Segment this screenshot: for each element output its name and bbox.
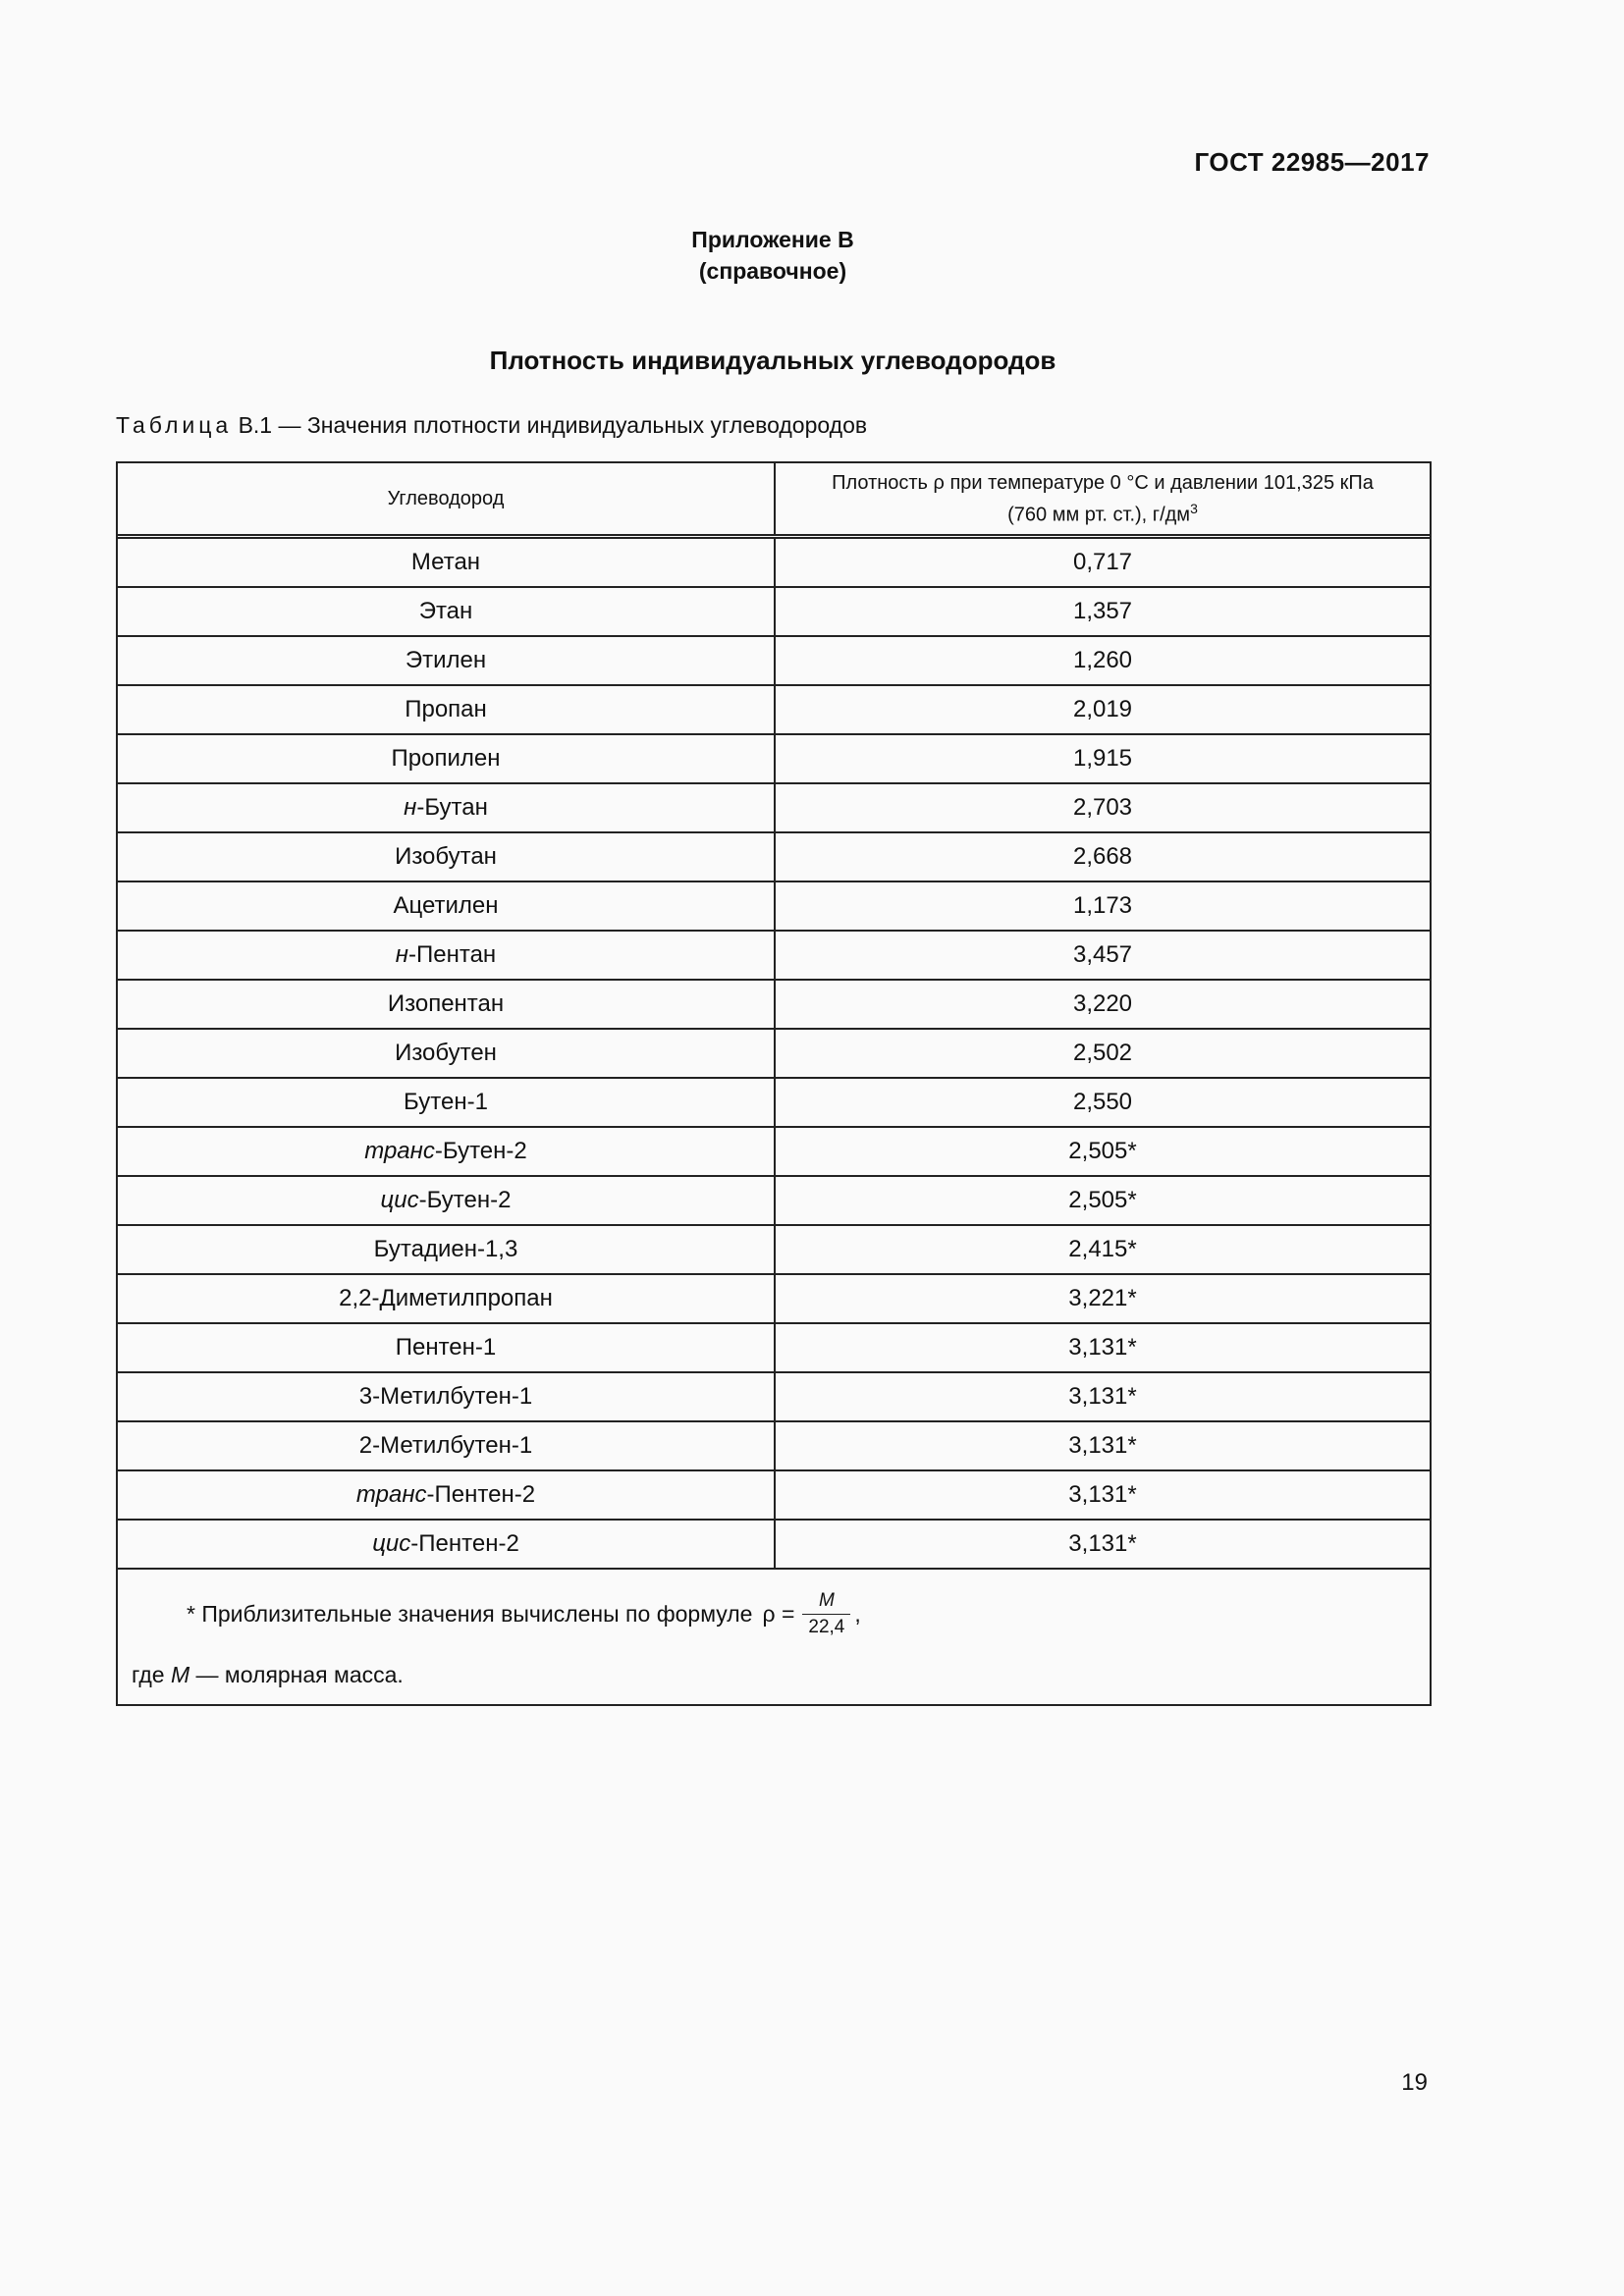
isomer-prefix: транс [355, 1481, 427, 1508]
appendix-title: Приложение В [691, 227, 854, 252]
table-row [118, 784, 1430, 833]
table-header [118, 463, 1430, 539]
document-code: ГОСТ 22985—2017 [1194, 147, 1430, 177]
hydrocarbon-name: Изопентан [387, 990, 505, 1017]
density-cell: 1,260 [1072, 647, 1133, 673]
density-cell: 1,173 [1072, 892, 1133, 919]
hydrocarbon-cell [118, 539, 776, 586]
hydrocarbon-name: Ацетилен [393, 892, 499, 919]
hydrocarbon-name: Пентен-1 [395, 1334, 497, 1361]
hydrocarbon-cell [118, 932, 776, 979]
table-row [118, 1079, 1430, 1128]
hydrocarbon-cell [118, 1177, 776, 1224]
density-cell: 2,505* [1068, 1187, 1137, 1213]
table-row [118, 1471, 1430, 1521]
hydrocarbon-name: -Пентен-2 [426, 1481, 536, 1508]
hydrocarbon-cell [118, 1226, 776, 1273]
density-cell: 3,131* [1068, 1334, 1137, 1361]
header-density-line2: (760 мм рт. ст.), г/дм [1007, 504, 1191, 526]
header-density [776, 463, 1430, 534]
density-cell: 3,457 [1072, 941, 1133, 968]
page-number: 19 [1401, 2069, 1428, 2096]
footnote-text: * Приблизительные значения вычислены по формуле [187, 1600, 753, 1627]
hydrocarbon-name: -Бутен-2 [418, 1187, 512, 1213]
table-caption [116, 412, 867, 439]
hydrocarbon-name: Изобутен [395, 1040, 497, 1066]
density-cell: 2,415* [1068, 1236, 1137, 1262]
hydrocarbon-cell [118, 735, 776, 782]
formula-tail: , [854, 1600, 861, 1627]
header-density-line1: Плотность ρ при температуре 0 °С и давлении 101,325 кПа [832, 471, 1374, 494]
hydrocarbon-name: 3-Метилбутен-1 [358, 1383, 533, 1410]
hydrocarbon-cell [118, 637, 776, 684]
hydrocarbon-cell [118, 1128, 776, 1175]
isomer-prefix: н [404, 794, 417, 821]
hydrocarbon-name: -Бутан [416, 794, 488, 821]
table-row [118, 1324, 1430, 1373]
hydrocarbon-cell [118, 686, 776, 733]
appendix-subtitle: (справочное) [698, 258, 847, 284]
table-row [118, 1177, 1430, 1226]
table-row [118, 637, 1430, 686]
hydrocarbon-name: -Пентен-2 [410, 1530, 519, 1557]
table-row [118, 882, 1430, 932]
table-row [118, 981, 1430, 1030]
hydrocarbon-cell [118, 1030, 776, 1077]
hydrocarbon-cell [118, 588, 776, 635]
appendix-heading [0, 224, 1545, 287]
isomer-prefix: транс [364, 1138, 435, 1164]
hydrocarbon-name: Изобутан [395, 843, 497, 870]
hydrocarbon-cell [118, 1373, 776, 1420]
hydrocarbon-cell [118, 981, 776, 1028]
hydrocarbon-cell [118, 882, 776, 930]
density-cell: 3,131* [1068, 1481, 1137, 1508]
footnote-where [118, 1662, 1430, 1688]
hydrocarbon-name: -Пентан [408, 941, 497, 968]
table-row [118, 932, 1430, 981]
hydrocarbon-cell [118, 1471, 776, 1519]
hydrocarbon-name: -Бутен-2 [434, 1138, 527, 1164]
table-row [118, 1373, 1430, 1422]
density-cell: 1,357 [1072, 598, 1133, 624]
table-row [118, 1226, 1430, 1275]
hydrocarbon-name: Этан [418, 598, 473, 624]
isomer-prefix: цис [380, 1187, 419, 1213]
hydrocarbon-name: Метан [410, 549, 481, 575]
table-body [118, 539, 1430, 1570]
hydrocarbon-name: Бутадиен-1,3 [373, 1236, 518, 1262]
density-cell: 2,019 [1072, 696, 1133, 722]
where-variable: M [170, 1662, 190, 1687]
section-title: Плотность индивидуальных углеводородов [489, 346, 1056, 375]
table-footnote [118, 1570, 1430, 1704]
table-caption-label: Таблица [116, 412, 233, 438]
table-row [118, 588, 1430, 637]
hydrocarbon-name: Бутен-1 [404, 1089, 488, 1115]
hydrocarbon-cell [118, 833, 776, 881]
hydrocarbon-name: 2-Метилбутен-1 [358, 1432, 533, 1459]
hydrocarbon-cell [118, 1521, 776, 1568]
density-cell: 3,131* [1068, 1383, 1137, 1410]
density-cell: 1,915 [1072, 745, 1133, 772]
where-text: — молярная масса. [189, 1662, 404, 1687]
density-formula [762, 1590, 860, 1638]
hydrocarbon-cell [118, 784, 776, 831]
header-hydrocarbon: Углеводород [118, 463, 776, 534]
density-cell: 3,220 [1072, 990, 1133, 1017]
density-cell: 3,221* [1068, 1285, 1137, 1311]
table-row [118, 735, 1430, 784]
where-prefix: где [132, 1662, 171, 1687]
table-row [118, 1128, 1430, 1177]
hydrocarbon-cell [118, 1324, 776, 1371]
density-cell: 0,717 [1072, 549, 1133, 575]
formula-denominator: 22,4 [802, 1614, 850, 1638]
table-row [118, 1521, 1430, 1570]
density-cell: 2,668 [1072, 843, 1133, 870]
isomer-prefix: н [395, 941, 409, 968]
hydrocarbon-name: Пропилен [391, 745, 501, 772]
table-row [118, 686, 1430, 735]
hydrocarbon-cell [118, 1422, 776, 1469]
table-row [118, 539, 1430, 588]
density-cell: 2,505* [1068, 1138, 1137, 1164]
density-cell: 2,550 [1072, 1089, 1133, 1115]
hydrocarbon-name: Пропан [405, 696, 487, 722]
formula-lhs: ρ = [762, 1600, 795, 1627]
hydrocarbon-name: 2,2-Диметилпропан [339, 1285, 553, 1311]
density-cell: 3,131* [1068, 1530, 1137, 1557]
density-cell: 2,703 [1072, 794, 1133, 821]
hydrocarbon-name: Этилен [405, 647, 487, 673]
table-row [118, 1422, 1430, 1471]
formula-fraction [802, 1590, 850, 1638]
density-table [116, 461, 1432, 1706]
table-row [118, 1275, 1430, 1324]
formula-numerator: M [818, 1589, 835, 1611]
hydrocarbon-cell [118, 1079, 776, 1126]
hydrocarbon-cell [118, 1275, 776, 1322]
header-density-exponent: 3 [1190, 500, 1198, 516]
isomer-prefix: цис [372, 1530, 411, 1557]
density-cell: 3,131* [1068, 1432, 1137, 1459]
table-row [118, 1030, 1430, 1079]
table-row [118, 833, 1430, 882]
table-caption-title: В.1 — Значения плотности индивидуальных углеводородов [232, 412, 868, 438]
density-cell: 2,502 [1072, 1040, 1133, 1066]
